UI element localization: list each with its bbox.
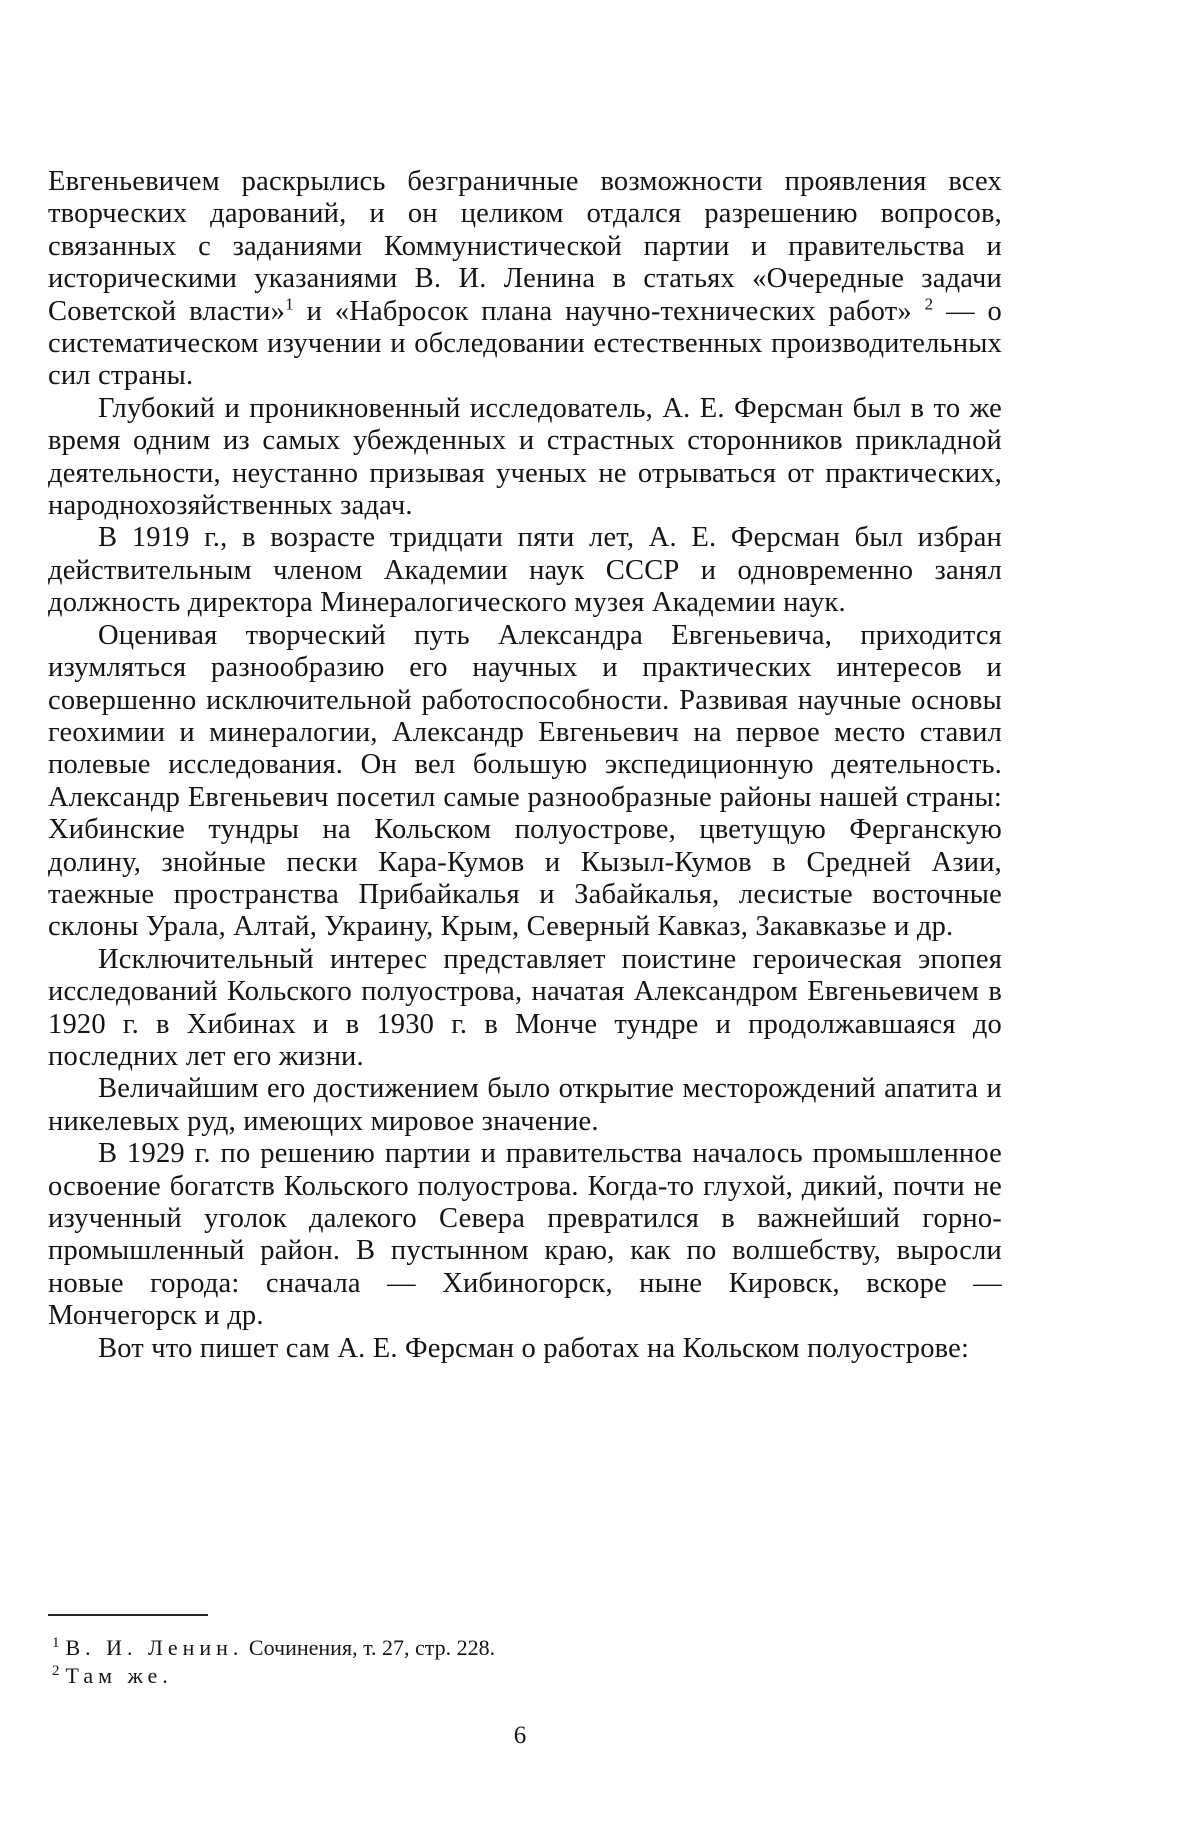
footnote-1-text: Сочинения, т. 27, стр. 228. — [243, 1635, 496, 1660]
footnote-ref-1[interactable]: 1 — [285, 294, 294, 314]
paragraph-8: Вот что пишет сам А. Е. Ферсман о работах на Кольском полуострове: — [98, 1332, 970, 1364]
paragraph-1-part-a: Евгеньевичем раскрылись безграничные возможности проявления всех творческих дарований, и он целиком отдался разрешению вопросов, связанных с заданиями Коммунистической партии и правительства и историческими указаниями В. И. Ленина в статьях «Очередные задачи Советской власти» — [48, 166, 1002, 327]
paragraph-2: Глубокий и проникновенный исследователь, А. Е. Ферсман был в то же время одним из самых убежденных и страстных сторонников прикладной деятельности, неустанно призывая ученых не отрываться от практических, народнохозяйственных задач. — [48, 392, 1002, 522]
footnotes — [52, 1634, 952, 1690]
page-body — [48, 166, 1002, 1365]
footnote-1-author: В. И. Ленин. — [65, 1635, 244, 1660]
paragraph-4: Оценивая творческий путь Александра Евгеньевича, приходится изумляться разнообразию его научных и практических интересов и совершенно исключительной работоспособности. Развивая научные основы геохимии и минералогии, Александр Евгеньевич на первое место ставил полевые исследования. Он вел большую экспедиционную деятельность. Александр Евгеньевич посетил самые разнообразные районы нашей страны: Хибинские тундры на Кольском полуострове, цветущую Ферганскую долину, знойные пески Кара-Кумов и Кызыл-Кумов в Средней Азии, таежные пространства Прибайкалья и Забайкалья, лесистые восточные склоны Урала, Алтай, Украину, Крым, Северный Кавказ, Закавказье и др. — [48, 619, 1002, 943]
paragraph-1-part-c: — о систематическом изучении и обследовании естественных производительных сил страны. — [48, 295, 1002, 392]
footnote-1-mark: 1 — [52, 1634, 60, 1651]
page-number: 6 — [513, 1722, 527, 1749]
paragraph-1 — [48, 166, 1002, 393]
footnote-2-author: Там же. — [65, 1663, 173, 1688]
paragraph-3: В 1919 г., в возрасте тридцати пяти лет, А. Е. Ферсман был избран действительным членом Академии наук СССР и одновременно занял должность директора Минералогического музея Академии наук. — [48, 522, 1002, 619]
paragraph-5: Исключительный интерес представляет поистине героическая эпопея исследований Кольского полуострова, начатая Александром Евгеньевичем в 1920 г. в Хибинах и в 1930 г. в Монче тундре и продолжавшаяся до последних лет его жизни. — [48, 943, 1002, 1072]
paragraph-7: В 1929 г. по решению партии и правительства началось промышленное освоение богатств Кольского полуострова. Когда-то глухой, дикий, почти не изученный уголок далекого Севера превратился в важнейший горно-промышленный район. В пустынном краю, как по волшебству, выросли новые города: сначала — Хибиногорск, ныне Кировск, вскоре — Мончегорск и др. — [48, 1138, 1002, 1332]
footnote-1 — [52, 1634, 952, 1662]
footnote-ref-2[interactable]: 2 — [924, 294, 934, 314]
footnote-2 — [52, 1662, 952, 1690]
footnote-divider — [48, 1614, 208, 1616]
paragraph-6: Величайшим его достижением было открытие месторождений апатита и никелевых руд, имеющих мировое значение. — [48, 1073, 1002, 1137]
footnote-2-mark: 2 — [52, 1662, 60, 1679]
paragraph-1-part-b: и «Набросок плана научно-технических работ» — [293, 295, 925, 327]
